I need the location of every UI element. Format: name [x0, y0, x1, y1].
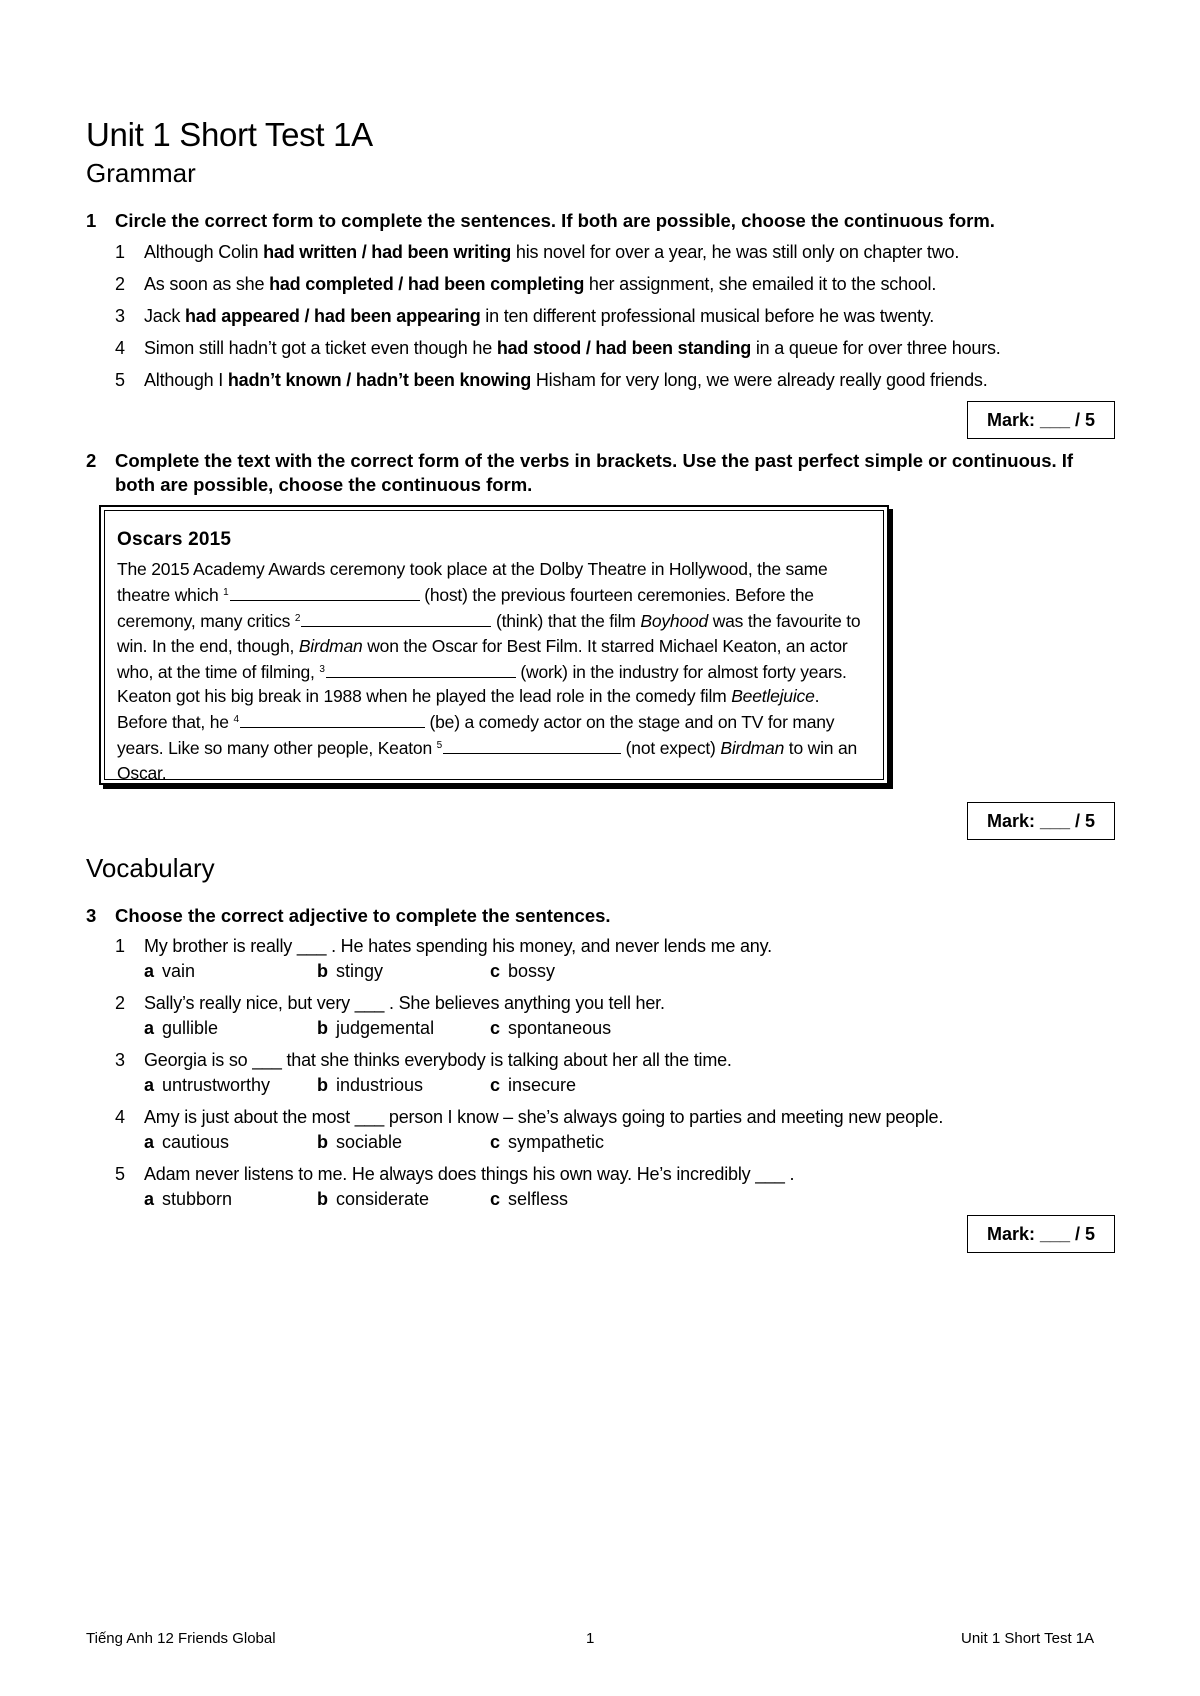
gap-number: 1 [223, 587, 229, 599]
italic-title: Boyhood [640, 611, 709, 632]
gap-number: 4 [233, 714, 239, 726]
option-b[interactable] [317, 1074, 423, 1096]
task-1-instruction [86, 209, 1086, 233]
reading-text-box [99, 505, 889, 785]
grammar-heading: Grammar [86, 158, 196, 188]
option-c[interactable] [490, 1131, 604, 1153]
option-text: vain [162, 961, 196, 981]
option-letter: b [317, 1018, 328, 1038]
footer-page-number: 1 [586, 1630, 595, 1647]
item-number: 4 [115, 338, 125, 358]
item-text-post: her assignment, she emailed it to the school. [584, 274, 937, 294]
option-c[interactable] [490, 1188, 568, 1210]
vocab-item-3 [115, 1049, 1095, 1071]
item-number: 5 [115, 370, 125, 390]
italic-title: Beetlejuice [731, 686, 815, 707]
gap-blank-4[interactable] [240, 712, 425, 728]
option-letter: a [144, 1018, 155, 1038]
option-letter: c [490, 1075, 501, 1095]
option-b[interactable] [317, 1188, 429, 1210]
answer-choices[interactable]: hadn’t known / hadn’t been knowing [227, 370, 532, 390]
option-letter: a [144, 1189, 155, 1209]
option-a[interactable] [144, 1017, 218, 1039]
option-a[interactable] [144, 960, 195, 982]
italic-title: Birdman [720, 738, 785, 759]
answer-choices[interactable]: had completed / had been completing [269, 274, 585, 294]
option-text: considerate [336, 1189, 430, 1209]
answer-choices[interactable]: had stood / had been standing [496, 338, 752, 358]
option-text: industrious [336, 1075, 424, 1095]
task-2-instruction [86, 449, 1086, 497]
item-number: 1 [115, 242, 125, 262]
option-letter: c [490, 1018, 501, 1038]
option-text: bossy [508, 961, 556, 981]
task-3-instruction [86, 904, 1086, 928]
option-a[interactable] [144, 1074, 270, 1096]
option-c[interactable] [490, 1074, 576, 1096]
grammar-item-2 [115, 273, 1095, 295]
page-title: Unit 1 Short Test 1A [86, 116, 373, 154]
option-text: gullible [162, 1018, 219, 1038]
option-b[interactable] [317, 1131, 402, 1153]
item-number: 1 [115, 936, 125, 956]
grammar-item-3 [115, 305, 1095, 327]
gap-blank-2[interactable] [301, 611, 491, 627]
vocab-item-4 [115, 1106, 1095, 1128]
footer-left: Tiếng Anh 12 Friends Global [86, 1630, 276, 1647]
gap-blank-3[interactable] [326, 662, 516, 678]
option-a[interactable] [144, 1131, 229, 1153]
item-number: 3 [115, 306, 125, 326]
mark-box-task-2: Mark: ___ / 5 [967, 802, 1115, 840]
gap-number: 2 [294, 613, 301, 625]
text-segment: (think) that the film [491, 611, 641, 632]
option-text: sociable [336, 1132, 403, 1152]
gap-number: 5 [436, 740, 443, 752]
vocabulary-heading: Vocabulary [86, 853, 215, 883]
text-segment: (host) the previous fourteen ceremonies. Before the ceremony, many critics [117, 585, 814, 632]
italic-title: Birdman [298, 635, 363, 656]
option-letter: b [317, 961, 328, 981]
item-text: Adam never listens to me. He always does things his own way. He’s incredibly ___ . [144, 1164, 795, 1184]
item-text-pre: Simon still hadn’t got a ticket even though he [144, 338, 497, 358]
option-a[interactable] [144, 1188, 232, 1210]
item-number: 4 [115, 1107, 125, 1127]
gap-blank-1[interactable] [230, 585, 420, 601]
item-text-post: Hisham for very long, we were already really good friends. [531, 370, 988, 390]
option-text: stubborn [162, 1189, 233, 1209]
option-letter: a [144, 1075, 155, 1095]
item-text-pre: Jack [144, 306, 186, 326]
grammar-item-5 [115, 369, 1095, 391]
option-c[interactable] [490, 960, 555, 982]
option-letter: c [490, 961, 501, 981]
item-text: Sally’s really nice, but very ___ . She believes anything you tell her. [144, 993, 665, 1013]
option-text: judgemental [336, 1018, 435, 1038]
item-number: 5 [115, 1164, 125, 1184]
vocab-item-5 [115, 1163, 1095, 1185]
item-text-pre: Although I [144, 370, 228, 390]
item-number: 3 [115, 1050, 125, 1070]
item-text: My brother is really ___ . He hates spending his money, and never lends me any. [144, 936, 772, 956]
option-letter: b [317, 1189, 328, 1209]
box-title: Oscars 2015 [117, 529, 232, 550]
item-number: 2 [115, 993, 125, 1013]
option-letter: b [317, 1132, 328, 1152]
item-text-post: his novel for over a year, he was still only on chapter two. [511, 242, 960, 262]
option-text: spontaneous [508, 1018, 612, 1038]
option-b[interactable] [317, 960, 383, 982]
option-letter: b [317, 1075, 328, 1095]
mark-box-task-1: Mark: ___ / 5 [967, 401, 1115, 439]
option-text: stingy [336, 961, 384, 981]
option-text: cautious [162, 1132, 230, 1152]
option-text: sympathetic [508, 1132, 605, 1152]
grammar-item-1 [115, 241, 1095, 263]
instruction-text: Complete the text with the correct form of the verbs in brackets. Use the past perfect simple or continuous. If both are possible, choose the continuous form. [115, 450, 1074, 495]
option-text: insecure [508, 1075, 577, 1095]
instruction-text: Choose the correct adjective to complete the sentences. [115, 905, 611, 926]
item-text: Amy is just about the most ___ person I know – she’s always going to parties and meeting new people. [144, 1107, 944, 1127]
vocab-item-1 [115, 935, 1095, 957]
option-letter: c [490, 1189, 501, 1209]
option-c[interactable] [490, 1017, 611, 1039]
option-text: untrustworthy [162, 1075, 271, 1095]
item-text-pre: Although Colin [144, 242, 264, 262]
text-segment: to win an Oscar. [117, 738, 858, 783]
item-text: Georgia is so ___ that she thinks everybody is talking about her all the time. [144, 1050, 732, 1070]
text-segment: . Before that, he [117, 686, 820, 733]
task-number: 3 [86, 905, 97, 926]
item-text-post: in a queue for over three hours. [751, 338, 1001, 358]
option-b[interactable] [317, 1017, 434, 1039]
text-segment: won the Oscar for Best Film. It starred Michael Keaton, an actor who, at the time of filming, [117, 635, 848, 682]
task-number: 1 [86, 210, 97, 231]
option-letter: c [490, 1132, 501, 1152]
vocab-item-2 [115, 992, 1095, 1014]
answer-choices[interactable]: had written / had been writing [263, 242, 512, 262]
mark-box-task-3: Mark: ___ / 5 [967, 1215, 1115, 1253]
item-text-post: in ten different professional musical before he was twenty. [480, 306, 935, 326]
answer-choices[interactable]: had appeared / had been appearing [185, 306, 481, 326]
footer-right: Unit 1 Short Test 1A [961, 1630, 1095, 1647]
text-segment: The 2015 Academy Awards ceremony took place at the Dolby Theatre in Hollywood, the same theatre which [117, 559, 828, 606]
text-segment: (work) in the industry for almost forty years. Keaton got his big break in 1988 when he played the lead role in the comedy film [117, 661, 847, 707]
item-number: 2 [115, 274, 125, 294]
grammar-item-4 [115, 337, 1095, 359]
instruction-text: Circle the correct form to complete the sentences. If both are possible, choose the continuous form. [115, 210, 995, 231]
gap-blank-5[interactable] [443, 738, 621, 754]
item-text-pre: As soon as she [144, 274, 270, 294]
text-segment: (not expect) [621, 738, 721, 759]
option-letter: a [144, 961, 155, 981]
option-letter: a [144, 1132, 155, 1152]
text-segment: was the favourite to win. In the end, though, [117, 611, 861, 656]
task-number: 2 [86, 450, 97, 471]
gap-number: 3 [319, 663, 325, 675]
option-text: selfless [508, 1189, 569, 1209]
box-body [117, 557, 873, 785]
text-segment: (be) a comedy actor on the stage and on TV for many years. Like so many other people, Keaton [117, 712, 835, 759]
